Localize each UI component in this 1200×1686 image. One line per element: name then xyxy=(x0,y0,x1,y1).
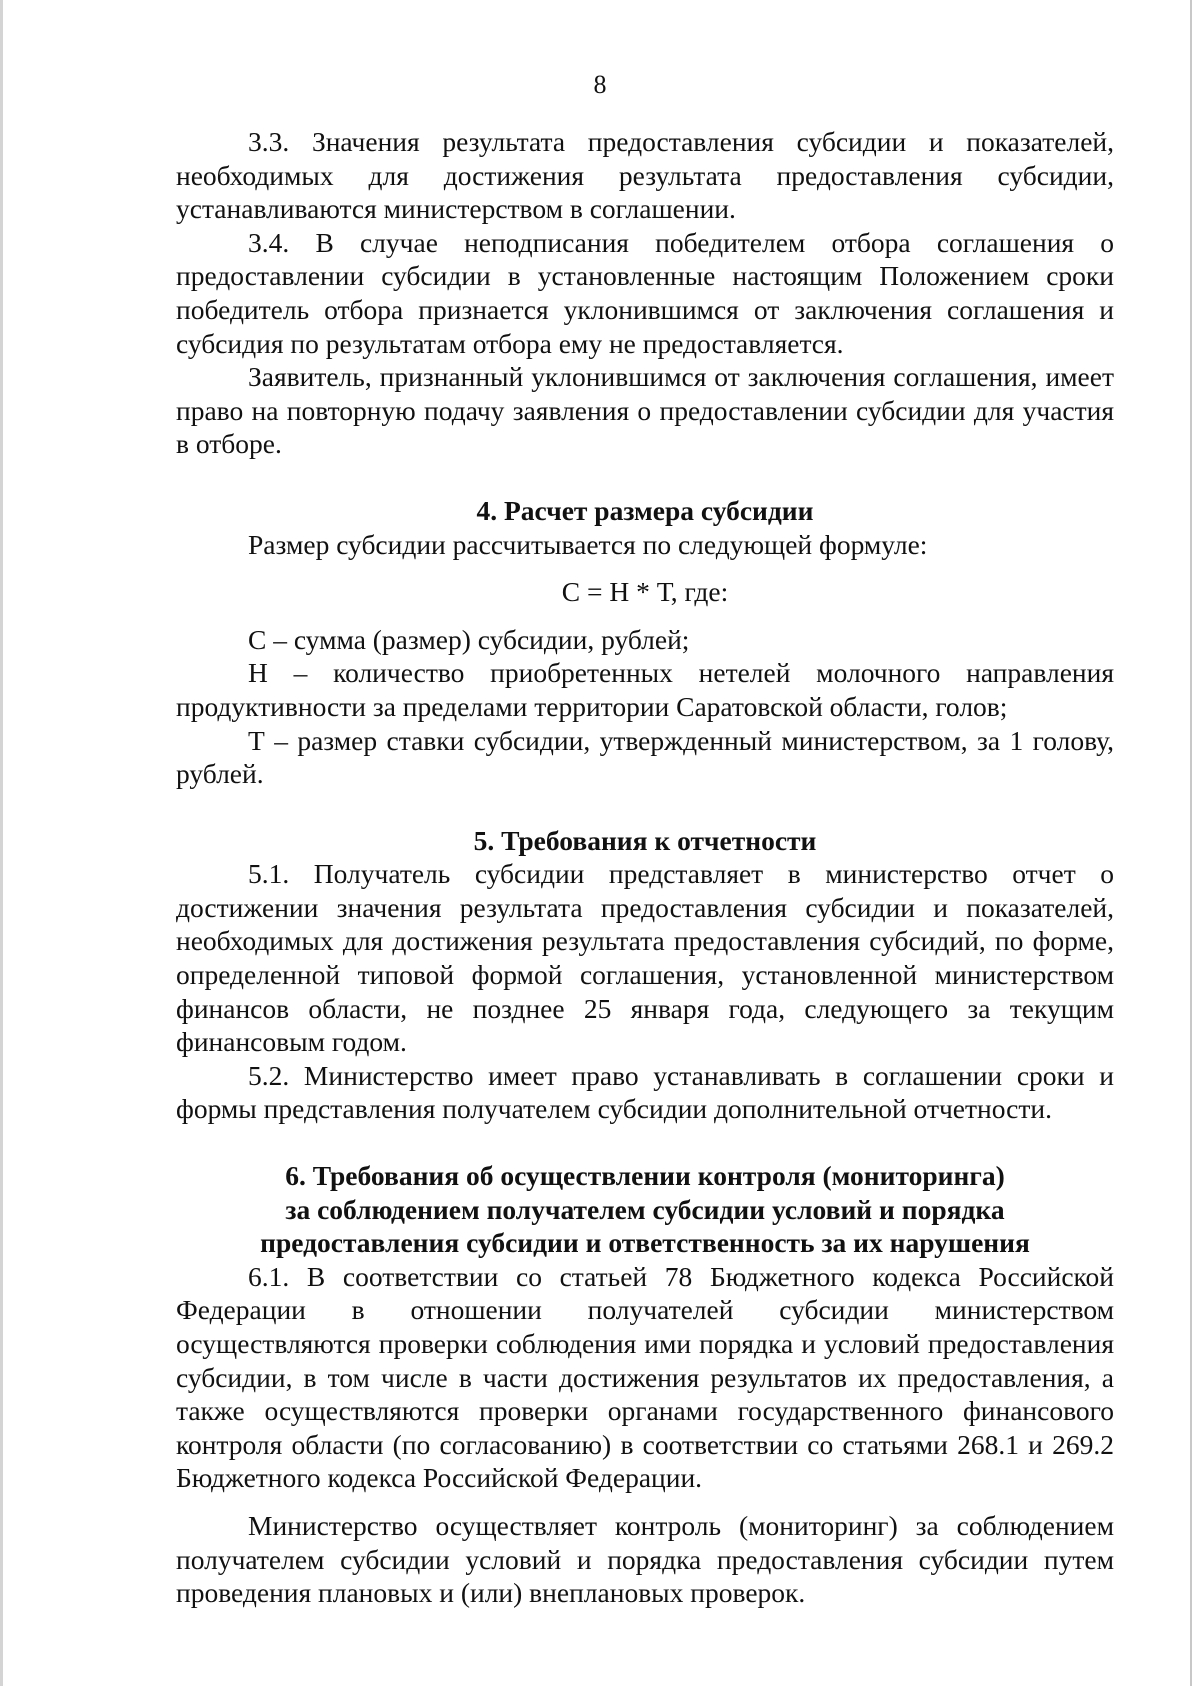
paragraph-5-1: 5.1. Получатель субсидии представляет в министерство отчет о достижении значения результата предоставления субсидии и показателей, необходимых для достижения результата предоставления субсидий, по форме, определенной типовой формой соглашения, установленной министерством финансов области, не позднее 25 января года, следующего за текущим финансовым годом. xyxy=(176,858,1114,1058)
definition-c: С – сумма (размер) субсидии, рублей; xyxy=(248,623,690,655)
subsidy-formula: С = Н * Т, где: xyxy=(561,576,729,608)
spacer xyxy=(176,1126,1114,1159)
section-4-heading: 4. Расчет размера субсидии xyxy=(476,494,814,526)
spacer xyxy=(176,561,1114,575)
spacer xyxy=(176,1495,1114,1509)
spacer xyxy=(176,461,1114,494)
section-6-heading-line-3: предоставления субсидии и ответственность за их нарушения xyxy=(260,1227,1030,1259)
scan-edge-left xyxy=(0,0,3,1686)
spacer xyxy=(176,609,1114,623)
definition-t: Т – размер ставки субсидии, утвержденный министерством, за 1 голову, рублей. xyxy=(176,724,1114,790)
section-5-heading: 5. Требования к отчетности xyxy=(473,824,817,856)
scan-edge-right xyxy=(1190,0,1192,1686)
paragraph-3-4-applicant: Заявитель, признанный уклонившимся от заключения соглашения, имеет право на повторную подачу заявления о предоставлении субсидии для участия в отборе. xyxy=(176,361,1114,460)
section-6-heading-line-2: за соблюдением получателем субсидии условий и порядка xyxy=(285,1193,1005,1225)
paragraph-5-2: 5.2. Министерство имеет право устанавливать в соглашении сроки и формы представления получателем субсидии дополнительной отчетности. xyxy=(176,1059,1114,1125)
spacer xyxy=(176,791,1114,824)
paragraph-3-3: 3.3. Значения результата предоставления субсидии и показателей, необходимых для достижения результата предоставления субсидии, устанавливаются министерством в соглашении. xyxy=(176,126,1114,225)
paragraph-3-4: 3.4. В случае неподписания победителем отбора соглашения о предоставлении субсидии в установленные настоящим Положением сроки победитель отбора признается уклонившимся от заключения соглашения и субсидия по результатам отбора ему не предоставляется. xyxy=(176,226,1114,359)
document-body xyxy=(176,125,1114,1610)
page-number: 8 xyxy=(593,70,607,99)
paragraph-6-2: Министерство осуществляет контроль (мониторинг) за соблюдением получателем субсидии условий и порядка предоставления субсидии путем проведения плановых и (или) внеплановых проверок. xyxy=(176,1509,1114,1609)
definition-h: Н – количество приобретенных нетелей молочного направления продуктивности за пределами территории Саратовской области, голов; xyxy=(176,657,1114,722)
section-6-heading-line-1: 6. Требования об осуществлении контроля (мониторинга) xyxy=(285,1160,1005,1192)
paragraph-4-intro: Размер субсидии рассчитывается по следующей формуле: xyxy=(248,528,928,560)
paragraph-6-1: 6.1. В соответствии со статьей 78 Бюджетного кодекса Российской Федерации в отношении получателей субсидии министерством осуществляются проверки соблюдения ими порядка и условий предоставления субсидии, в том числе в части достижения результатов их предоставления, а также осуществляются проверки органами государственного финансового контроля области (по согласованию) в соответствии со статьями 268.1 и 269.2 Бюджетного кодекса Российской Федерации. xyxy=(176,1260,1114,1494)
